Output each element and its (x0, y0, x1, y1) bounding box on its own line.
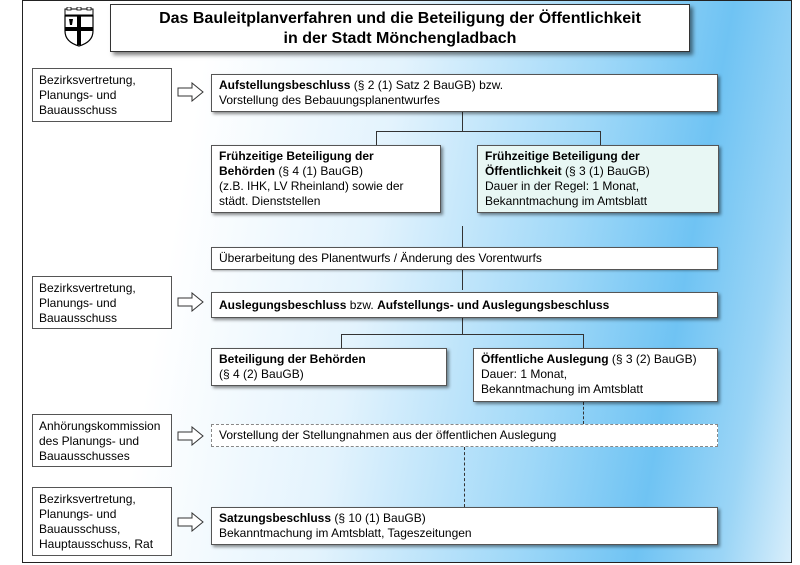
step-text: (z.B. IHK, LV Rheinland) sowie der (219, 179, 404, 193)
step-auslegungsbeschluss (211, 292, 718, 318)
actor-text: Bezirksvertretung, (39, 492, 136, 506)
actor-text: Planungs- und (39, 507, 117, 521)
connector-line (376, 131, 600, 132)
connector-line (341, 334, 583, 335)
step-text: bzw. (346, 298, 378, 312)
actor-text: Hauptausschuss, Rat (39, 537, 154, 551)
title-line-1: Das Bauleitplanverfahren und die Beteiligung der Öffentlichkeit (159, 10, 641, 27)
connector-line (462, 112, 463, 132)
step-text: (§ 3 (1) BauGB) (561, 164, 650, 178)
right-arrow-icon (177, 512, 204, 532)
actor-text: Bauausschuss, (39, 522, 121, 536)
actor-text: Planungs- und (39, 296, 117, 310)
step-text: Bekanntmachung im Amtsblatt (485, 194, 648, 208)
step-text: (§ 3 (2) BauGB) (608, 352, 697, 366)
right-arrow-icon (177, 426, 204, 446)
step-fruehzeitige-oeffentlichkeit (477, 145, 719, 213)
step-text: (§ 2 (1) Satz 2 BauGB) bzw. (350, 78, 504, 92)
coat-of-arms-icon (62, 7, 96, 47)
step-bold: Öffentlichkeit (485, 164, 562, 178)
actor-text: Planungs- und (39, 88, 117, 102)
step-bold: Frühzeitige Beteiligung der (219, 149, 374, 163)
step-text: (§ 4 (1) BauGB) (275, 164, 364, 178)
actor-text: Bauausschusses (39, 449, 130, 463)
step-text: (§ 10 (1) BauGB) (331, 511, 426, 525)
step-bold: Satzungsbeschluss (219, 511, 332, 525)
dashed-connector (464, 447, 465, 507)
title-line-2: in der Stadt Mönchengladbach (283, 30, 517, 47)
step-line (219, 296, 710, 313)
step-text: Dauer: 1 Monat, (481, 367, 568, 381)
actor-box-3 (32, 414, 172, 467)
step-bold: Behörden (219, 164, 276, 178)
step-ueberarbeitung (211, 247, 718, 270)
actor-text: des Planungs- und (39, 434, 140, 448)
connector-line (462, 226, 463, 247)
step-bold: Auslegungsbeschluss (219, 298, 347, 312)
actor-text: Bezirksvertretung, (39, 281, 136, 295)
step-bold: Aufstellungsbeschluss (219, 78, 351, 92)
step-text: Dauer in der Regel: 1 Monat, (485, 179, 640, 193)
right-arrow-icon (177, 292, 204, 312)
connector-line (583, 334, 584, 348)
actor-text: Bauausschuss (39, 103, 118, 117)
step-text: städt. Dienststellen (219, 194, 321, 208)
step-satzungsbeschluss (211, 507, 718, 545)
actor-box-1 (32, 68, 172, 122)
actor-text: Bauausschuss (39, 311, 118, 325)
step-bold: Beteiligung der Behörden (219, 352, 366, 366)
step-bold: Aufstellungs- und Auslegungsbeschluss (377, 298, 610, 312)
connector-line (376, 131, 377, 145)
step-bold: Öffentliche Auslegung (481, 352, 609, 366)
connector-line (462, 318, 463, 335)
actor-box-4 (32, 487, 172, 556)
step-text: Überarbeitung des Planentwurfs / Änderung des Vorentwurfs (219, 251, 542, 265)
actor-box-2 (32, 276, 172, 329)
actor-text: Bezirksvertretung, (39, 73, 136, 87)
connector-line (600, 131, 601, 145)
step-aufstellungsbeschluss (211, 74, 718, 112)
step-text: Bekanntmachung im Amtsblatt (481, 382, 644, 396)
actor-text: Anhörungskommission (39, 419, 161, 433)
dashed-connector (583, 402, 584, 424)
step-text: (§ 4 (2) BauGB) (219, 367, 304, 381)
step-text: Bekanntmachung im Amtsblatt, Tageszeitungen (219, 526, 472, 540)
step-bold: Frühzeitige Beteiligung der (485, 149, 640, 163)
step-beteiligung-behoerden (211, 348, 447, 386)
step-line (219, 78, 710, 93)
page-title (110, 4, 690, 52)
step-vorstellung-stellungnahmen (211, 424, 718, 447)
step-fruehzeitige-behoerden (211, 145, 441, 213)
step-text: Vorstellung der Stellungnahmen aus der öffentlichen Auslegung (219, 428, 557, 442)
step-text: Vorstellung des Bebauungsplanentwurfes (219, 93, 440, 107)
right-arrow-icon (177, 82, 204, 102)
connector-line (341, 334, 342, 348)
connector-line (462, 270, 463, 290)
step-oeffentliche-auslegung (473, 348, 718, 402)
